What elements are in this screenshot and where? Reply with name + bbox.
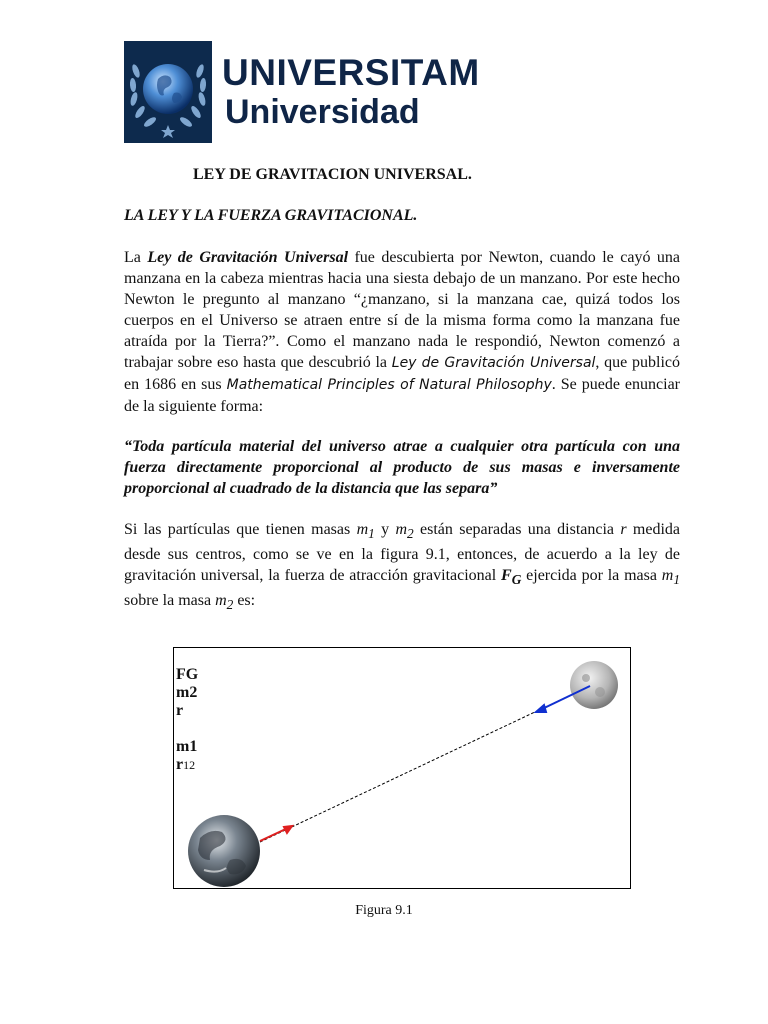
logo-text [222,54,480,129]
globe-laurel-emblem-icon [124,41,212,143]
p2-m2b: $m_2$ [215,592,234,613]
figure-9-1 [173,647,631,889]
moon-m2-icon [570,661,618,709]
university-logo [124,40,480,143]
figure-drawing [174,648,630,888]
p2-text-3: están separadas una distancia [413,521,621,538]
label-r12: r12 [176,756,196,773]
section-subtitle: LA LEY Y LA FUERZA GRAVITACIONAL. [124,207,418,224]
label-m1: m1 [176,738,198,755]
p1-text-1: La [124,249,148,266]
p2-r: r [620,521,627,538]
label-m2: m2 [176,684,198,701]
logo-line-1: UNIVERSITAM [222,52,480,93]
p1-italic-law: Ley de Gravitación Universal [391,355,596,371]
logo-line-2: Universidad [225,93,420,131]
p2-text-7: es: [233,592,256,610]
p2-force: $F_G$ [501,567,522,588]
p2-text-4: medida desde sus centros, como se ve en la figura 9.1, entonces, de acuerdo a la ley de gravitación universal, la fuerza de atracción gravitacional [124,521,681,585]
document-title: LEY DE GRAVITACION UNIVERSAL. [193,166,472,183]
p2-text-2: y [374,521,396,538]
earth-m1-icon [188,815,260,887]
label-r: r [176,702,184,719]
figure-caption: Figura 9.1 [355,903,413,918]
p1-bold-law: Ley de Gravitación Universal [147,249,349,266]
p2-text-6: sobre la masa [124,592,216,610]
p2-m2: $m_2$ [395,521,414,542]
label-fg: FG [176,666,199,683]
intro-paragraph [124,247,680,417]
p2-m1: $m_1$ [356,521,375,542]
p1-text-2: fue descubierta por Newton, cuando le cayó una manzana en la cabeza mientras hacia una siesta debajo de un manzano. Por este hecho Newton le pregunto al manzano “¿manzano, si la manzana cae, quizá todos los cuerpos en el Universo se atraen entre sí de la misma forma como la manzana fue atraída por la Tierra?”. Como el manzano nada le respondió, Newton comenzó a trabajar sobre eso hasta que descubrió la [124,249,681,371]
p2-text-5: ejercida por la masa [521,567,662,585]
p2-text-1: Si las partículas que tienen masas [124,521,357,538]
p1-italic-book: Mathematical Principles of Natural Philosophy [226,377,552,393]
masses-paragraph [124,519,680,616]
law-statement-quote: “Toda partícula material del universo atrae a cualquier otra partícula con una fuerza directamente proporcional al producto de sus masas e inversamente proporcional al cuadrado de la distancia que las separa” [124,438,680,497]
force-arrow-m1 [260,826,292,841]
p1-text-4: . Se puede enunciar de la siguiente forma: [124,376,681,415]
p2-m1b: $m_1$ [661,567,680,588]
p1-text-3: , que publicó en 1686 en sus [124,354,680,393]
